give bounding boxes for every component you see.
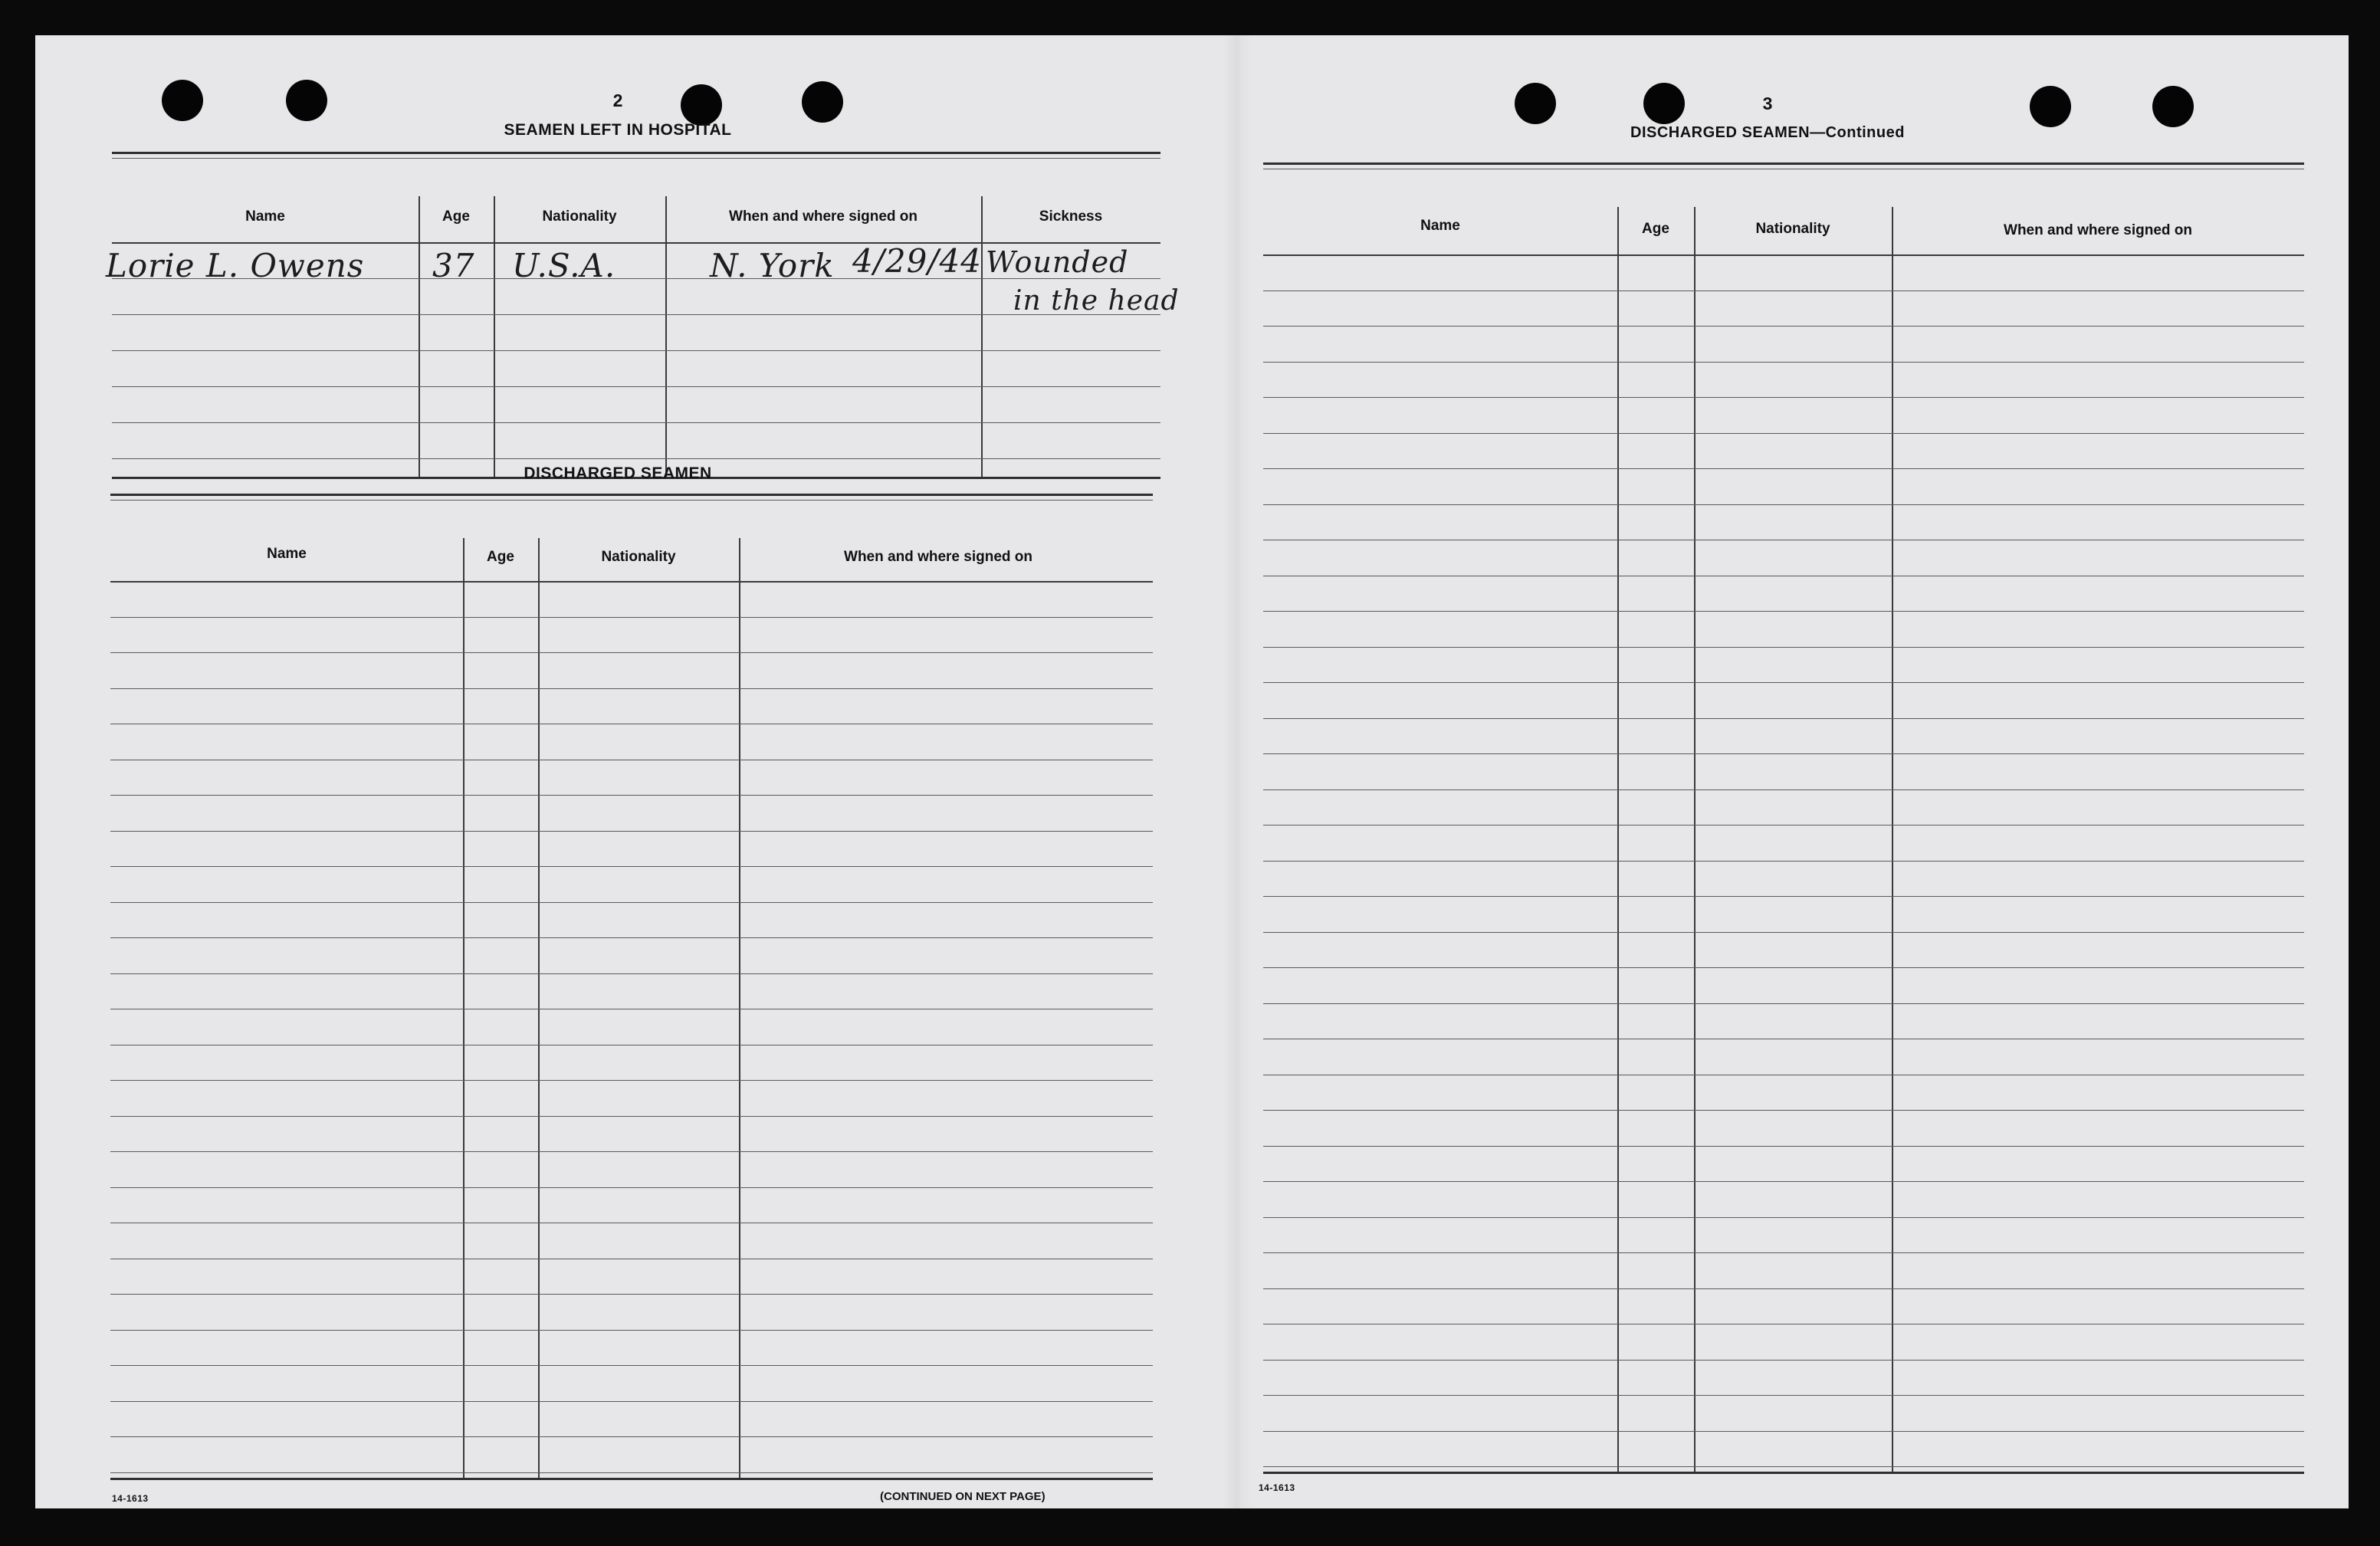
table-row-rule [112, 458, 1160, 459]
handwritten-sickness-line-2: in the head [1013, 285, 1180, 317]
table-row-rule [110, 1365, 1153, 1366]
table-row-rule [1263, 1217, 2304, 1218]
table-row-rule [110, 688, 1153, 689]
table-row-rule [110, 902, 1153, 903]
table-row-rule [112, 314, 1160, 315]
table-row-rule [1263, 932, 2304, 933]
column-header-age: Age [1642, 221, 1669, 237]
table-row-rule [1263, 896, 2304, 897]
table-row-rule [1263, 326, 2304, 327]
table-row-rule [1263, 825, 2304, 826]
column-header-nationality: Nationality [1755, 221, 1830, 237]
table-row-rule [110, 1330, 1153, 1331]
punch-hole [2030, 86, 2071, 127]
table-top-rule [110, 494, 1153, 496]
table-row-rule [110, 1294, 1153, 1295]
table-row-rule [1263, 1146, 2304, 1147]
table-row-rule [110, 973, 1153, 974]
handwritten-sickness-line-1: Wounded [986, 245, 1129, 279]
header-rule [112, 242, 1160, 244]
discharged-table [110, 494, 1153, 1484]
table-row-rule [1263, 1288, 2304, 1289]
discharged-continued-title: DISCHARGED SEAMEN—Continued [1630, 124, 1905, 141]
hospital-table [106, 152, 1180, 491]
right-page-number: 3 [1762, 94, 1773, 113]
table-row-rule [1263, 1360, 2304, 1361]
page-fold [1223, 35, 1254, 1508]
punch-hole [681, 84, 722, 126]
punch-hole [802, 81, 843, 123]
table-row-rule [112, 350, 1160, 351]
handwritten-signed-date: 4/29/44 [852, 242, 982, 280]
column-header-nationality: Nationality [542, 208, 617, 225]
table-row-rule [112, 422, 1160, 423]
header-rule [1263, 254, 2304, 256]
handwritten-nationality: U.S.A. [512, 247, 616, 284]
table-row-rule [110, 652, 1153, 653]
column-header-when-where-signed: When and where signed on [844, 549, 1032, 565]
table-row-rule [1263, 967, 2304, 968]
table-row-rule [110, 1116, 1153, 1117]
table-row-rule [1263, 1252, 2304, 1253]
table-row-rule [1263, 789, 2304, 790]
table-row-rule [1263, 753, 2304, 754]
table-row-rule [1263, 611, 2304, 612]
column-header-name: Name [245, 208, 285, 225]
column-header-name: Name [267, 546, 307, 562]
table-row-rule [1263, 290, 2304, 291]
table-row-rule [1263, 397, 2304, 398]
table-row-rule [1263, 1110, 2304, 1111]
table-row-rule [1263, 647, 2304, 648]
table-row-rule [1263, 433, 2304, 434]
column-header-name: Name [1420, 218, 1460, 234]
punch-hole [286, 80, 327, 121]
continued-note: (CONTINUED ON NEXT PAGE) [880, 1490, 1046, 1503]
handwritten-name: Lorie L. Owens [106, 247, 365, 284]
table-row-rule [1263, 468, 2304, 469]
table-row-rule [112, 386, 1160, 387]
table-top-rule [1263, 162, 2304, 165]
punch-hole [1515, 83, 1556, 124]
table-row-rule [110, 617, 1153, 618]
column-divider [981, 196, 983, 478]
table-top-rule [110, 500, 1153, 501]
table-row-rule [1263, 1003, 2304, 1004]
table-row-rule [1263, 1466, 2304, 1467]
table-row-rule [110, 937, 1153, 938]
punch-hole [1643, 83, 1685, 124]
table-row-rule [1263, 1181, 2304, 1182]
table-row-rule [110, 1472, 1153, 1473]
punch-hole [162, 80, 203, 121]
column-divider [665, 196, 667, 478]
table-top-rule [112, 158, 1160, 159]
table-row-rule [1263, 504, 2304, 505]
column-divider [419, 196, 420, 478]
table-row-rule [1263, 1395, 2304, 1396]
table-row-rule [110, 795, 1153, 796]
left-page-number: 2 [612, 90, 623, 110]
table-row-rule [1263, 1431, 2304, 1432]
header-rule [110, 581, 1153, 583]
table-row-rule [1263, 718, 2304, 719]
hospital-section-title: SEAMEN LEFT IN HOSPITAL [504, 121, 732, 139]
form-sheet [35, 35, 2349, 1508]
right-form-number: 14-1613 [1259, 1482, 1295, 1493]
column-header-nationality: Nationality [601, 549, 676, 565]
table-row-rule [110, 1401, 1153, 1402]
table-bottom-rule [110, 1478, 1153, 1480]
table-row-rule [110, 1187, 1153, 1188]
column-divider [494, 196, 495, 478]
table-bottom-rule [1263, 1472, 2304, 1474]
column-header-when-where-signed: When and where signed on [2004, 222, 2192, 238]
column-header-age: Age [487, 549, 514, 565]
table-row-rule [110, 831, 1153, 832]
discharged-continued-table [1263, 162, 2304, 1478]
handwritten-age: 37 [432, 247, 475, 284]
table-row-rule [1263, 682, 2304, 683]
table-row-rule [110, 1080, 1153, 1081]
column-header-when-where-signed: When and where signed on [729, 208, 918, 225]
table-row-rule [110, 1151, 1153, 1152]
table-row-rule [110, 1436, 1153, 1437]
table-top-rule [112, 152, 1160, 154]
handwritten-signed-place: N. York [710, 247, 835, 284]
discharged-section-title: DISCHARGED SEAMEN [524, 464, 712, 482]
column-header-sickness: Sickness [1039, 208, 1103, 225]
punch-hole [2152, 86, 2194, 127]
table-row-rule [110, 866, 1153, 867]
column-header-age: Age [442, 208, 470, 225]
table-row-rule [1263, 362, 2304, 363]
left-form-number: 14-1613 [112, 1493, 149, 1504]
table-row-rule [1263, 861, 2304, 862]
